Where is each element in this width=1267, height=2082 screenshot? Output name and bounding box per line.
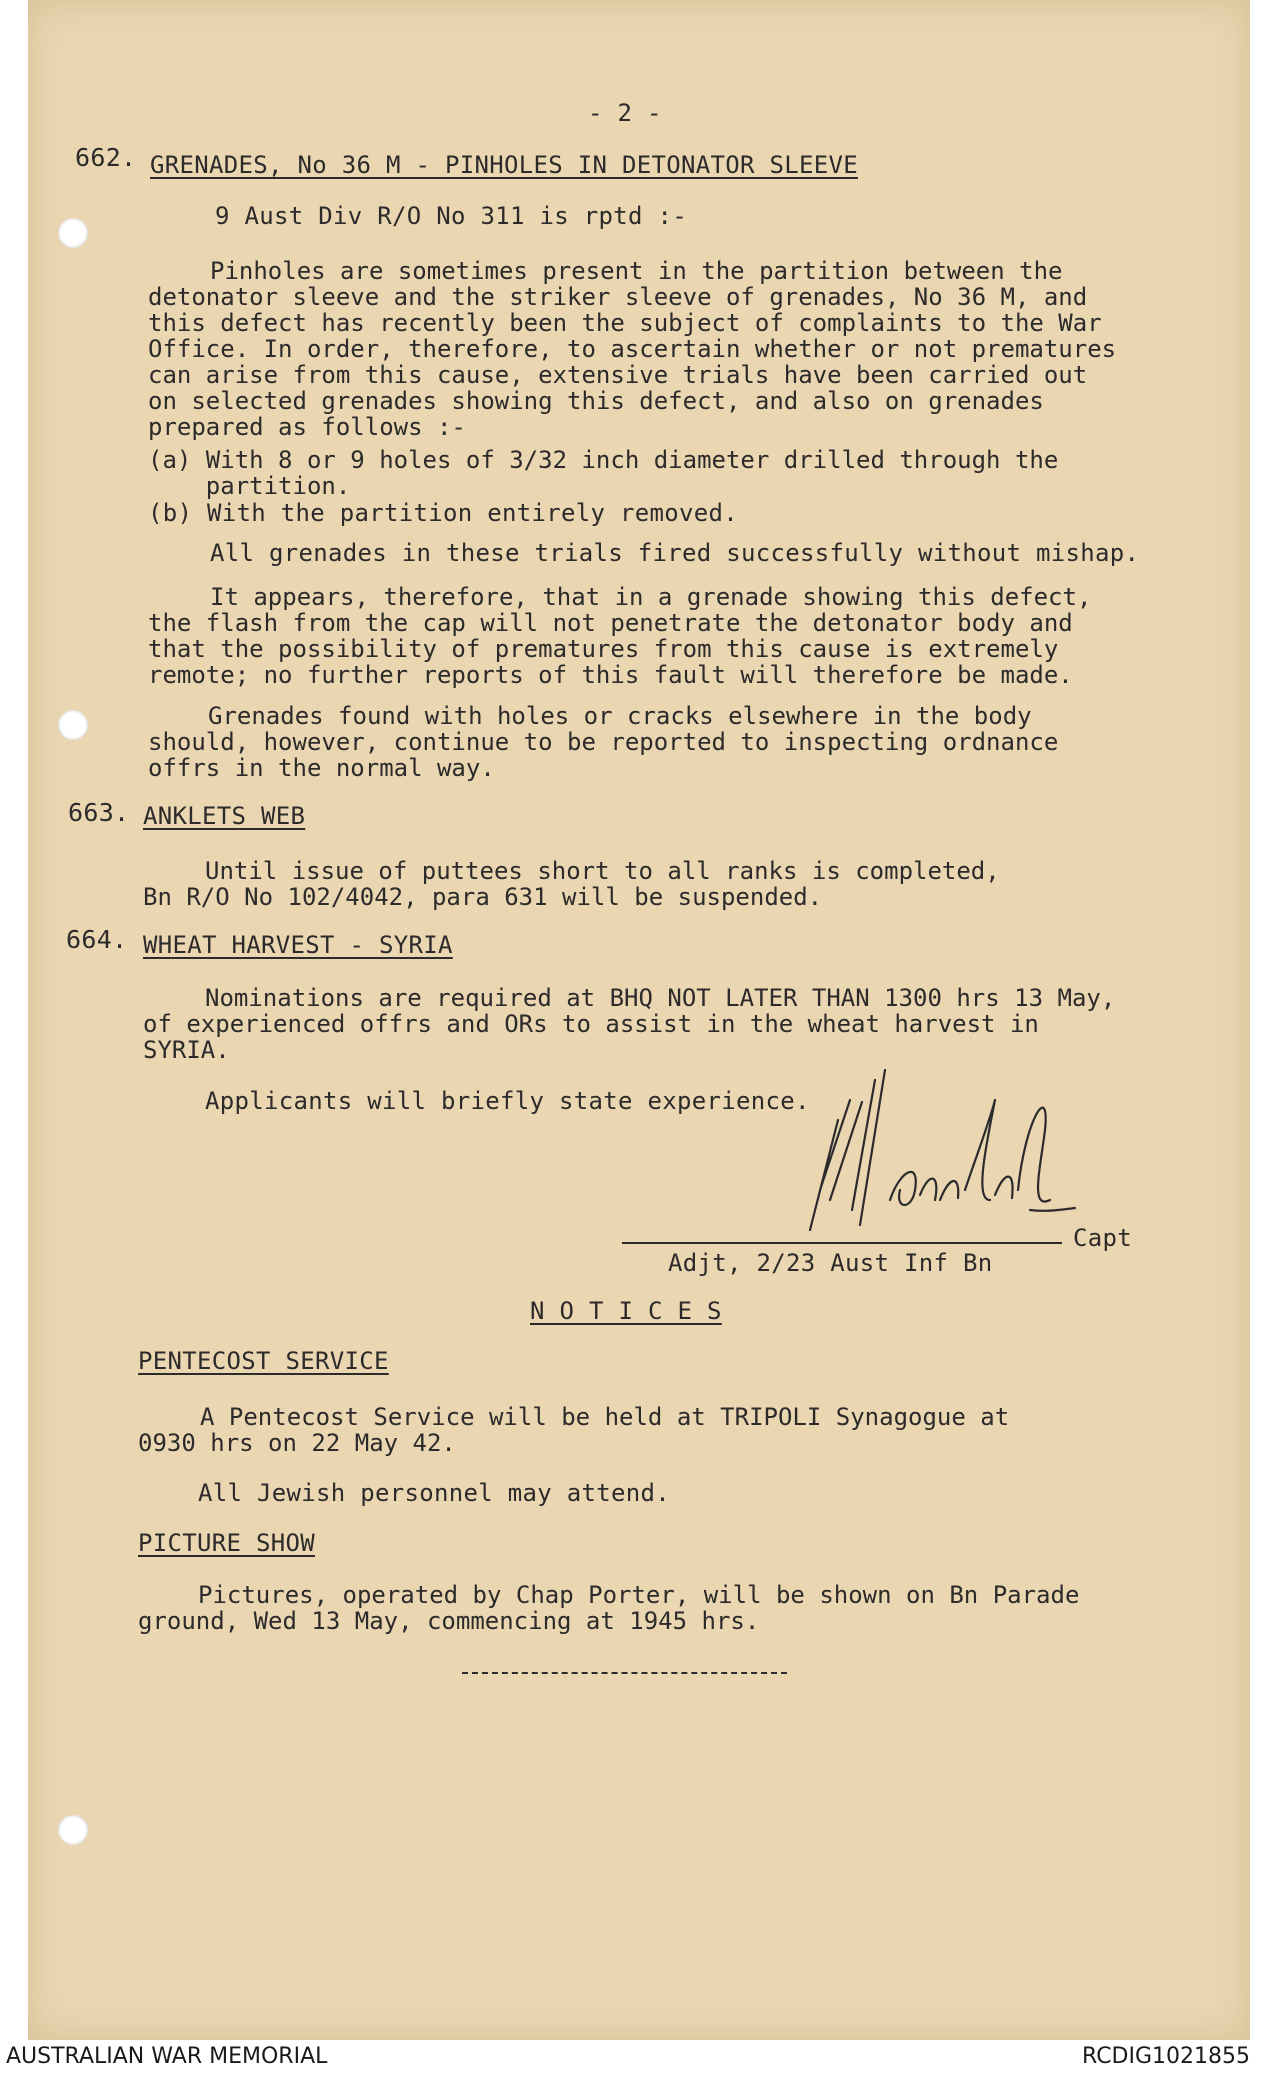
item-number: 664. — [66, 925, 128, 954]
punch-hole — [58, 218, 88, 248]
notice-heading: PICTURE SHOW — [138, 1529, 315, 1557]
item-heading: WHEAT HARVEST - SYRIA — [143, 931, 453, 959]
signature-title: Adjt, 2/23 Aust Inf Bn — [668, 1249, 993, 1277]
notices-heading: N O T I C E S — [530, 1297, 722, 1325]
notice-heading: PENTECOST SERVICE — [138, 1347, 389, 1375]
page-number: - 2 - — [588, 99, 662, 127]
list-item-a: (a) With 8 or 9 holes of 3/32 inch diameter drilled through the partition. — [148, 446, 1059, 500]
item-intro: 9 Aust Div R/O No 311 is rptd :- — [215, 202, 687, 230]
footer-right: RCDIG1021855 — [1082, 2044, 1251, 2069]
item-heading: ANKLETS WEB — [143, 802, 306, 830]
item-paragraph: It appears, therefore, that in a grenade showing this defect, the flash from the cap will not penetrate the detonator body and that the possibility of prematures from this cause is extremely remote; no further reports of this fault will therefore be made. — [148, 583, 1092, 689]
signature-line — [622, 1242, 1062, 1244]
item-number: 663. — [68, 798, 130, 827]
item-heading: GRENADES, No 36 M - PINHOLES IN DETONATOR SLEEVE — [150, 151, 858, 179]
list-item-b: (b) With the partition entirely removed. — [148, 499, 738, 527]
item-paragraph: Until issue of puttees short to all ranks is completed, Bn R/O No 102/4042, para 631 will be suspended. — [143, 857, 1000, 911]
signature-rank: Capt — [1073, 1224, 1132, 1252]
notice-paragraph: A Pentecost Service will be held at TRIPOLI Synagogue at 0930 hrs on 22 May 42. — [138, 1403, 1010, 1457]
notice-paragraph: All Jewish personnel may attend. — [198, 1479, 670, 1507]
item-paragraph: Applicants will briefly state experience. — [205, 1087, 810, 1115]
item-paragraph: All grenades in these trials fired successfully without mishap. — [210, 539, 1140, 567]
punch-hole — [58, 1815, 88, 1845]
item-paragraph: Pinholes are sometimes present in the partition between the detonator sleeve and the striker sleeve of grenades, No 36 M, and this defect has recently been the subject of complaints to the War Office. In order, therefore, to ascertain whether or not prematures can arise from this cause, extensive trials have been carried out on selected grenades showing this defect, and also on grenades prepared as follows :- — [148, 257, 1117, 441]
item-paragraph: Grenades found with holes or cracks elsewhere in the body should, however, continue to be reported to inspecting ordnance offrs in the normal way. — [148, 702, 1059, 782]
punch-hole — [58, 710, 88, 740]
handwritten-signature — [790, 1060, 1080, 1240]
footer-left: AUSTRALIAN WAR MEMORIAL — [6, 2044, 328, 2069]
item-number: 662. — [75, 143, 137, 172]
item-paragraph: Nominations are required at BHQ NOT LATER THAN 1300 hrs 13 May, of experienced offrs and ORs to assist in the wheat harvest in SYRIA. — [143, 984, 1116, 1064]
end-divider — [462, 1672, 787, 1674]
notice-paragraph: Pictures, operated by Chap Porter, will be shown on Bn Parade ground, Wed 13 May, commencing at 1945 hrs. — [138, 1581, 1080, 1635]
